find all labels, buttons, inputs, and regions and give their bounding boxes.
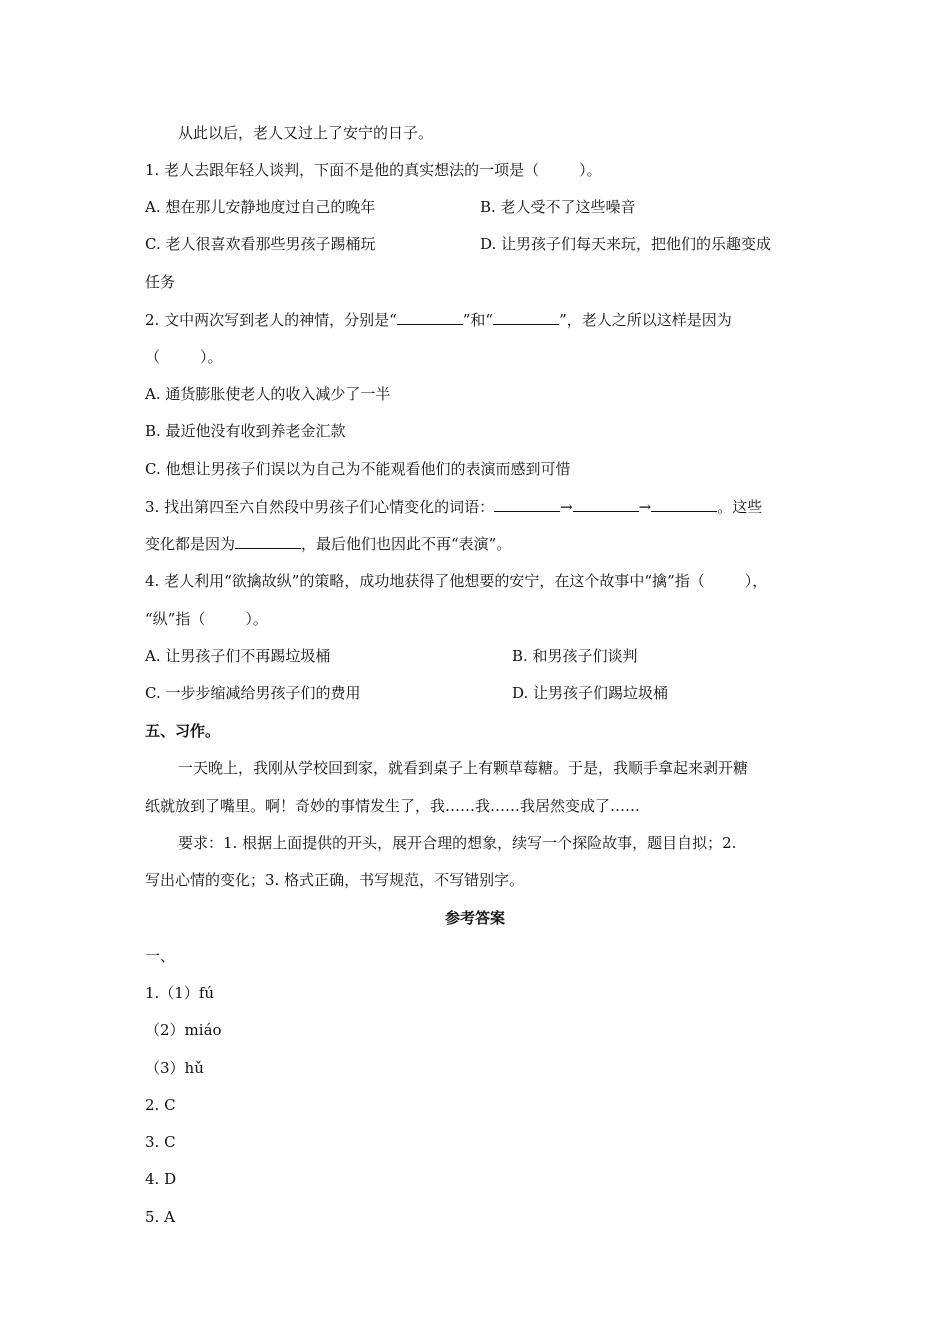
q4-row1 xyxy=(145,638,815,675)
essay-prompt-line1: 一天晚上，我刚从学校回到家，就看到桌子上有颗草莓糖。于是，我顺手拿起来剥开糖 xyxy=(178,759,749,777)
q2-option-a: A. 通货膨胀使老人的收入减少了一半 xyxy=(145,385,391,403)
q3-line2-b: ，最后他们也因此不再“表演”。 xyxy=(301,535,512,553)
q4-line2-b: ）。 xyxy=(245,610,268,628)
answer-item: 4. D xyxy=(145,1170,177,1188)
answer-item: 2. C xyxy=(145,1096,176,1114)
q3-stem-line2 xyxy=(145,526,815,563)
intro-line: 从此以后，老人又过上了安宁的日子。 xyxy=(178,124,434,142)
answer-item: 5. A xyxy=(145,1208,175,1226)
q1-stem xyxy=(145,152,815,189)
q2-stem-line2 xyxy=(145,339,815,376)
q2-option-b: B. 最近他没有收到养老金汇款 xyxy=(145,422,346,440)
q3-part-end: 。这些 xyxy=(717,498,763,516)
q1-row2 xyxy=(145,226,815,263)
q1-option-d-cont: 任务 xyxy=(145,273,176,291)
answers-section: 一、 xyxy=(145,947,176,965)
fill-blank xyxy=(397,307,463,325)
q4-option-d: D. 让男孩子们踢垃圾桶 xyxy=(512,684,669,702)
q2-option-c: C. 他想让男孩子们误以为自己为不能观看他们的表演而感到可惜 xyxy=(145,460,571,478)
q2-part2: ”和“ xyxy=(462,311,494,329)
q4-line2-a: “纵”指（ xyxy=(145,610,206,628)
fill-blank xyxy=(573,494,639,512)
q2-part1: 2. 文中两次写到老人的神情，分别是“ xyxy=(145,311,397,329)
q1-option-b: B. 老人受不了这些噪音 xyxy=(480,198,636,216)
q2-open: （ xyxy=(145,348,161,366)
fill-blank xyxy=(235,531,301,549)
q3-line2-a: 变化都是因为 xyxy=(145,535,236,553)
answers-title: 参考答案 xyxy=(444,909,505,927)
fill-blank xyxy=(651,494,717,512)
q1-option-c: C. 老人很喜欢看那些男孩子踢桶玩 xyxy=(145,235,376,253)
q4-line1-a: 4. 老人利用“欲擒故纵”的策略，成功地获得了他想要的安宁，在这个故事中“擒”指（ xyxy=(145,572,705,590)
q4-line1-b: ）， xyxy=(744,572,768,590)
fill-blank xyxy=(493,307,559,325)
q1-stem-end: ）。 xyxy=(579,161,602,179)
essay-requirement-line2: 写出心情的变化；3. 格式正确，书写规范，不写错别字。 xyxy=(145,871,525,889)
q2-close: ）。 xyxy=(200,348,223,366)
essay-prompt-line2: 纸就放到了嘴里。啊！奇妙的事情发生了，我……我……我居然变成了…… xyxy=(145,797,641,815)
answer-item: 1.（1）fú xyxy=(145,984,215,1002)
q4-row2 xyxy=(145,675,815,712)
answer-item: （2）miáo xyxy=(145,1021,222,1039)
q2-stem xyxy=(145,302,815,339)
q3-stem xyxy=(145,489,815,526)
essay-requirement-line1: 要求：1. 根据上面提供的开头，展开合理的想象，续写一个探险故事，题目自拟；2. xyxy=(178,834,737,852)
fill-blank xyxy=(494,494,560,512)
q3-part1: 3. 找出第四至六自然段中男孩子们心情变化的词语： xyxy=(145,498,495,516)
q1-stem-text: 1. 老人去跟年轻人谈判，下面不是他的真实想法的一项是（ xyxy=(145,161,540,179)
q4-option-b: B. 和男孩子们谈判 xyxy=(512,647,638,665)
section5-heading: 五、习作。 xyxy=(145,722,221,740)
q1-row1 xyxy=(145,189,815,226)
q1-option-d: D. 让男孩子们每天来玩，把他们的乐趣变成 xyxy=(480,235,772,253)
q4-stem xyxy=(145,563,815,600)
q4-option-c: C. 一步步缩减给男孩子们的费用 xyxy=(145,684,361,702)
arrow-icon: → xyxy=(638,498,652,516)
q4-option-a: A. 让男孩子们不再踢垃圾桶 xyxy=(145,647,331,665)
answer-item: 3. C xyxy=(145,1133,176,1151)
q1-option-a: A. 想在那儿安静地度过自己的晚年 xyxy=(145,198,376,216)
q2-part3: ”，老人之所以这样是因为 xyxy=(559,311,732,329)
q4-stem-line2 xyxy=(145,601,815,638)
arrow-icon: → xyxy=(560,498,573,516)
answer-item: （3）hǔ xyxy=(145,1059,204,1077)
